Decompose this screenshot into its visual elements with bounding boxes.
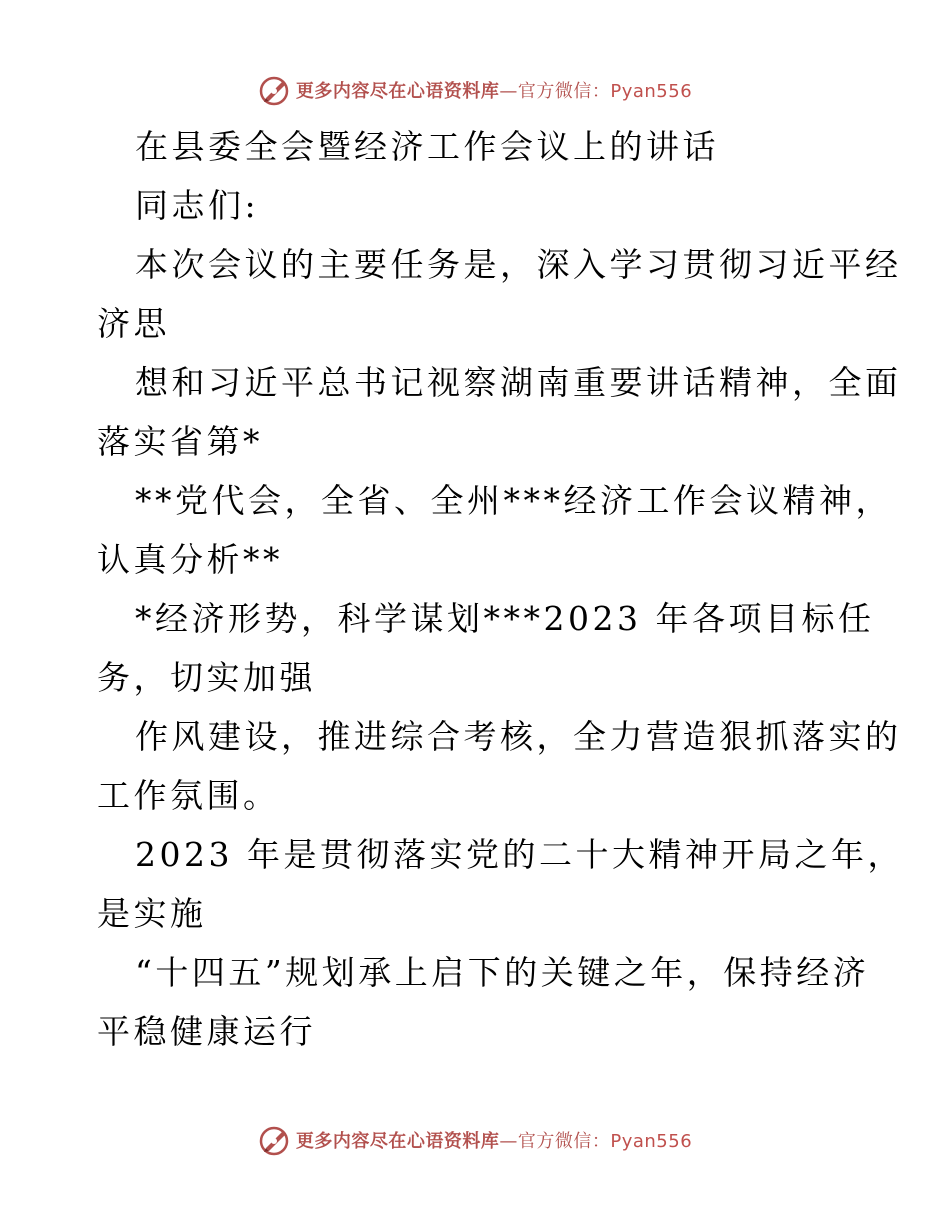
banner-colon: ： (591, 1131, 611, 1152)
body-line: 2023 年是贯彻落实党的二十大精神开局之年， (135, 835, 904, 874)
banner-dash: — (499, 1131, 518, 1152)
salutation: 同志们: (135, 186, 260, 225)
banner-colon: ： (591, 81, 611, 102)
body-line: *经济形势，科学谋划***2023 年各项目标任 (135, 599, 875, 638)
body-line: **党代会，全省、全州***经济工作会议精神， (135, 481, 892, 520)
body-line: 落实省第* (97, 422, 263, 461)
body-line: 济思 (97, 304, 170, 343)
banner-text (296, 1127, 692, 1153)
footer-banner (0, 1122, 950, 1158)
body-line: 工作氛围。 (97, 776, 280, 815)
banner-promo: 更多内容尽在心语资料库 (295, 1131, 500, 1152)
body-line: “十四五”规划承上启下的关键之年，保持经济 (135, 953, 870, 992)
body-line: 想和习近平总书记视察湖南重要讲话精神，全面 (135, 363, 902, 402)
body-line: 务，切实加强 (97, 658, 316, 697)
quill-pen-badge-icon (258, 74, 290, 106)
document-title: 在县委全会暨经济工作会议上的讲话 (135, 127, 719, 166)
quill-pen-badge-icon (258, 1124, 290, 1156)
banner-wechat-handle: Pyan556 (610, 81, 693, 102)
body-line: 本次会议的主要任务是，深入学习贯彻习近平经 (135, 245, 902, 284)
banner-wechat-label: 官方微信 (517, 81, 592, 102)
body-line: 认真分析** (97, 540, 283, 579)
banner-wechat-handle: Pyan556 (610, 1131, 693, 1152)
banner-dash: — (499, 81, 518, 102)
body-line: 作风建设，推进综合考核，全力营造狠抓落实的 (135, 717, 902, 756)
banner-text (296, 77, 692, 103)
banner-promo: 更多内容尽在心语资料库 (295, 81, 500, 102)
body-line: 是实施 (97, 894, 207, 933)
header-banner (0, 72, 950, 108)
banner-wechat-label: 官方微信 (517, 1131, 592, 1152)
body-line: 平稳健康运行 (97, 1012, 316, 1051)
